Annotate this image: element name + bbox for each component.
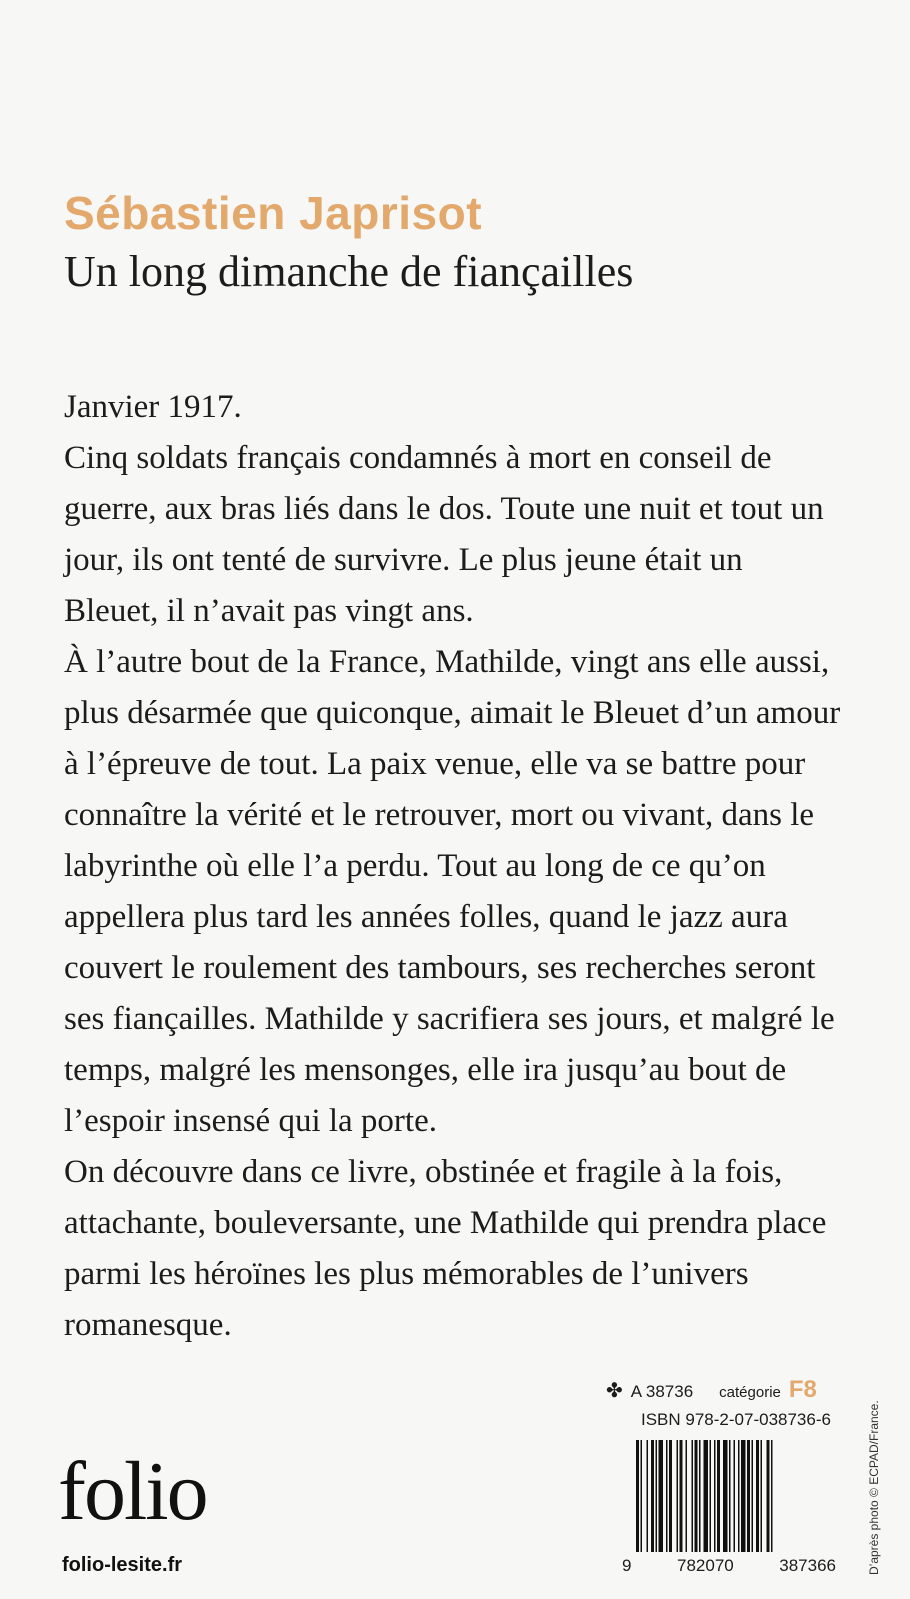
publisher-site: folio-lesite.fr — [62, 1554, 183, 1576]
isbn: ISBN 978-2-07-038736-6 — [641, 1410, 831, 1429]
barcode-group-1: 782070 — [677, 1556, 734, 1575]
blurb-paragraph: Janvier 1917. — [64, 389, 242, 425]
catalog-info — [606, 1376, 817, 1404]
catalog-code: A 38736 — [630, 1382, 694, 1401]
blurb-paragraph: À l’autre bout de la France, Mathilde, vingt ans elle aussi, plus désarmée que quiconque, aimait le Bleuet d’un amour à l’épreuve de tout. La paix venue, elle va se battre pour connaître la vérité et le retrouver, mort ou vivant, dans le labyrinthe où elle l’a perdu. Tout au long de ce qu’on appellera plus tard les années folles, quand le jazz aura couvert le roulement des tambours, ses recherches seront ses fiançailles. Mathilde y sacrifiera ses jours, et malgré le temps, malgré les mensonges, elle ira jusqu’au bout de l’espoir insensé qui la porte. — [64, 644, 841, 1139]
barcode-digits — [622, 1556, 836, 1576]
blurb-paragraph: On découvre dans ce livre, obstinée et fragile à la fois, attachante, bouleversante, une Mathilde qui prendra place parmi les héroïnes les plus mémorables de l’univers romanesque. — [64, 1154, 827, 1343]
blurb-paragraph: Cinq soldats français condamnés à mort en conseil de guerre, aux bras liés dans le dos. Toute une nuit et tout un jour, ils ont tenté de survivre. Le plus jeune était un Bleuet, il n’avait pas vingt ans. — [64, 440, 824, 629]
publisher-logo: folio — [58, 1445, 207, 1538]
barcode — [622, 1440, 836, 1580]
barcode-lead-digit: 9 — [622, 1556, 632, 1575]
photo-credit: D’après photo © ECPAD/France. — [867, 1400, 881, 1575]
barcode-group-2: 387366 — [779, 1556, 836, 1575]
publisher-mark-icon: ✤ — [606, 1380, 623, 1402]
category-label: catégorie — [719, 1384, 781, 1401]
author-name: Sébastien Japrisot — [64, 187, 483, 239]
book-title: Un long dimanche de fiançailles — [64, 247, 634, 296]
category-code: F8 — [788, 1376, 817, 1403]
back-cover-blurb — [64, 382, 844, 1351]
barcode-bars — [636, 1440, 832, 1556]
